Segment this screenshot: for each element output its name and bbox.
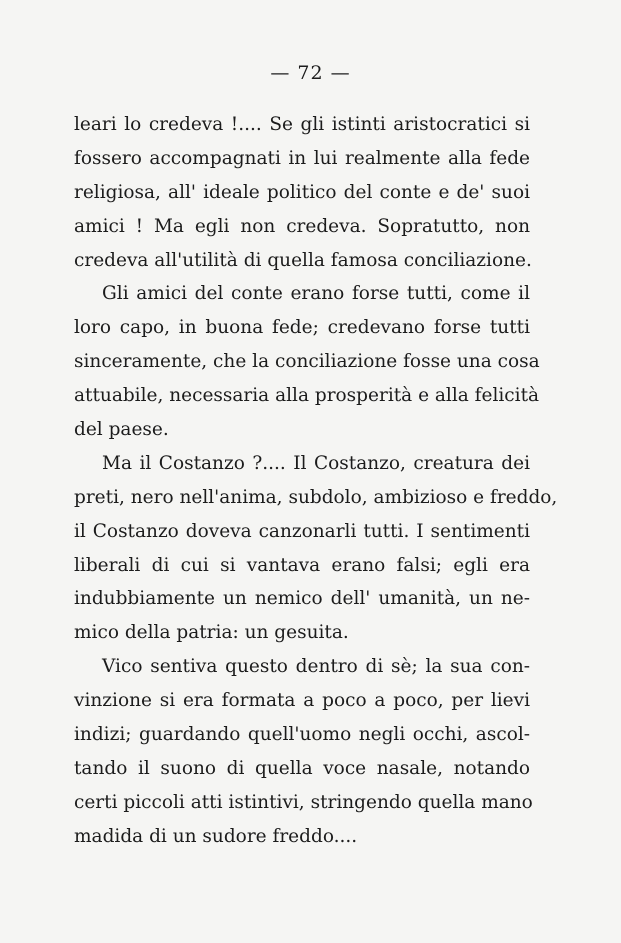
paragraph	[74, 650, 533, 853]
paragraph	[74, 447, 558, 650]
text-line: liberali di cui si vantava erano falsi; egli era	[74, 554, 530, 576]
text-line: attuabile, necessaria alla prosperità e alla felicità	[74, 385, 540, 407]
text-line: amici ! Ma egli non credeva. Sopratutto, non	[74, 215, 530, 237]
text-line: credeva all'utilità di quella famosa conciliazione.	[74, 249, 532, 271]
text-line: Gli amici del conte erano forse tutti, come il	[102, 283, 530, 305]
body-text	[74, 108, 558, 854]
text-line: il Costanzo doveva canzonarli tutti. I sentimenti	[74, 520, 530, 542]
page-number: — 72 —	[270, 62, 351, 84]
text-line: Ma il Costanzo ?.... Il Costanzo, creatura dei	[102, 452, 530, 474]
paragraph	[74, 277, 540, 446]
text-line: religiosa, all' ideale politico del conte e de' suoi	[74, 181, 530, 203]
text-line: mico della patria: un gesuita.	[74, 622, 349, 644]
text-line: indizi; guardando quell'uomo negli occhi, ascol-	[74, 724, 530, 746]
text-line: vinzione si era formata a poco a poco, per lievi	[74, 690, 530, 712]
text-line: certi piccoli atti istintivi, stringendo quella mano	[74, 791, 533, 813]
text-line: preti, nero nell'anima, subdolo, ambizioso e freddo,	[74, 486, 558, 508]
text-line: sinceramente, che la conciliazione fosse una cosa	[74, 351, 540, 373]
text-line: indubbiamente un nemico dell' umanità, un ne-	[74, 588, 530, 610]
text-line: madida di un sudore freddo....	[74, 825, 358, 847]
text-line: Vico sentiva questo dentro di sè; la sua con-	[102, 656, 530, 678]
text-line: tando il suono di quella voce nasale, notando	[74, 757, 530, 779]
paragraph	[74, 108, 530, 277]
text-line: fossero accompagnati in lui realmente alla fede	[74, 147, 530, 169]
text-line: loro capo, in buona fede; credevano forse tutti	[74, 317, 530, 339]
text-line: leari lo credeva !.... Se gli istinti aristocratici si	[74, 114, 530, 135]
text-line: del paese.	[74, 419, 169, 441]
